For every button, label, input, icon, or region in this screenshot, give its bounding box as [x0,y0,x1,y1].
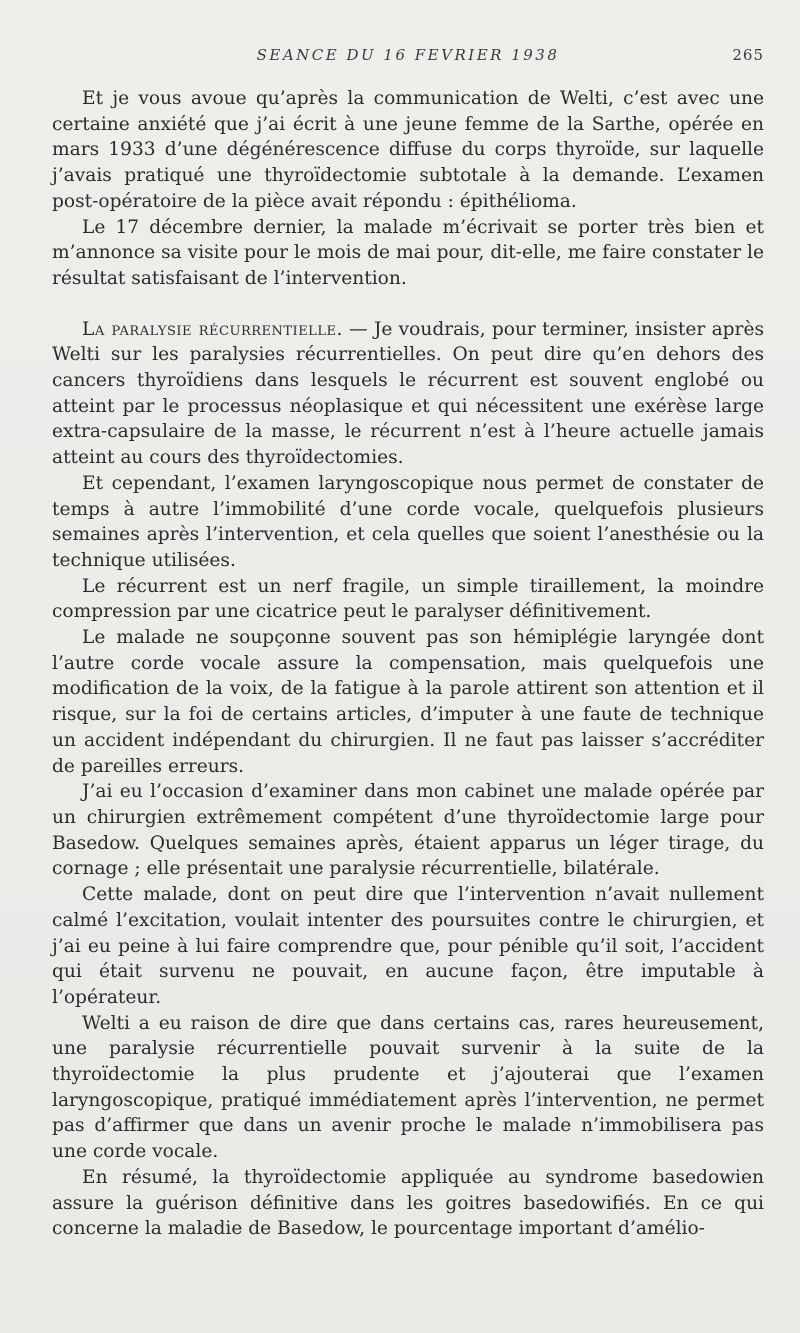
section-heading: La paralysie récurrentielle. [82,318,343,340]
paragraph-welti-anxiety: Et je vous avoue qu’après la communication de Welti, c’est avec une certaine anxiété que j’ai écrit à une jeune femme de la Sarthe, opérée en mars 1933 d’une dégénérescence diffuse du corps thyroïde, sur laquelle j’avais pratiqué une thyroïdectomie subtotale à la demande. L’examen post-opératoire de la pièce avait répondu : épithélioma. [52,88,764,212]
paragraph-laryngoscopy: Et cependant, l’examen laryngoscopique nous permet de constater de temps à autre l’immobilité d’une corde vocale, quelquefois plusieurs semaines après l’intervention, et cela quelles que soient l’anesthésie ou la technique utilisées. [52,472,764,571]
paragraph-welti-right: Welti a eu raison de dire que dans certains cas, rares heureusement, une paralysie récurrentielle pouvait survenir à la suite de la thyroïdectomie la plus prudente et j’ajouterai que l’examen laryngoscopique, pratiqué immédiatement après l’intervention, ne permet pas d’affirmer que dans un avenir proche le malade n’immobilisera pas une corde vocale. [52,1012,764,1163]
paragraph-laryngeal-hemiplegia: Le malade ne soupçonne souvent pas son hémiplégie laryngée dont l’autre corde vocale assure la compensation, mais quelquefois une modification de la voix, de la fatigue à la parole attirent son attention et il risque, sur la foi de certains articles, d’imputer à une faute de technique un accident indépendant du chirurgien. Il ne faut pas laisser s’accréditer de pareilles erreurs. [52,627,764,777]
page-number: 265 [732,46,764,64]
body-text [52,86,764,1242]
paragraph-section-recurrent-paralysis [52,317,764,471]
header-title: SEANCE DU 16 FEVRIER 1938 [256,46,560,64]
paragraph-lawsuit: Cette malade, dont on peut dire que l’intervention n’avait nullement calmé l’excitation, voulait intenter des poursuites contre le chirurgien, et j’ai eu peine à lui faire comprendre que, pour pénible qu’il soit, l’accident qui était survenu ne pouvait, en aucune façon, être imputable à l’opérateur. [52,884,764,1008]
paragraph-cabinet-case: J’ai eu l’occasion d’examiner dans mon cabinet une malade opérée par un chirurgien extrêmement compétent d’une thyroïdectomie large pour Basedow. Quelques semaines après, étaient apparus un léger tirage, du cornage ; elle présentait une paralysie récurrentielle, bilatérale. [52,781,764,880]
running-header [52,46,764,70]
section-heading-body: — Je voudrais, pour terminer, insister après Welti sur les paralysies récurrentielles. On peut dire qu’en dehors des cancers thyroïdiens dans lesquels le récurrent est souvent englobé ou atteint par le processus néoplasique et qui nécessitent une exérèse large extra-capsulaire de la masse, le récurrent n’est à l’heure actuelle jamais atteint au cours des thyroïdectomies. [52,318,764,469]
paragraph-december-letter: Le 17 décembre dernier, la malade m’écrivait se porter très bien et m’annonce sa visite pour le mois de mai pour, dit-elle, me faire constater le résultat satisfaisant de l’intervention. [52,216,764,289]
paragraph-summary: En résumé, la thyroïdectomie appliquée au syndrome basedowien assure la guérison définitive dans les goitres basedowifiés. En ce qui concerne la maladie de Basedow, le pourcentage important d’amélio- [52,1166,764,1240]
paragraph-fragile-nerve: Le récurrent est un nerf fragile, un simple tiraillement, la moindre compression par une cicatrice peut le paralyser définitivement. [52,575,764,623]
